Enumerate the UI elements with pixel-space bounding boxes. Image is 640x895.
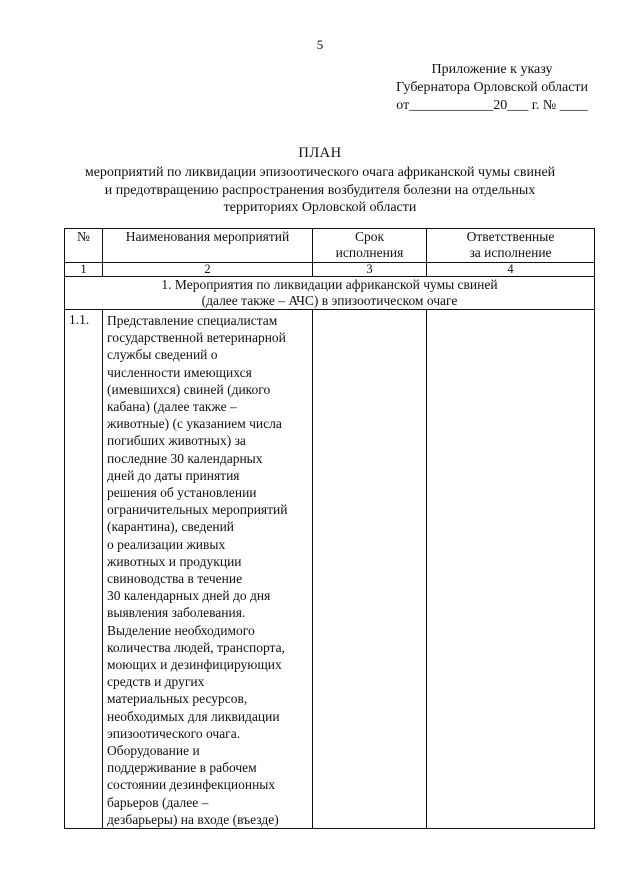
- item-line: государственной ветеринарной: [107, 330, 286, 346]
- header-responsible: [427, 229, 595, 263]
- item-line: о реализации живых: [107, 536, 226, 552]
- header-number: №: [65, 229, 103, 263]
- item-line: кабана) (далее также –: [107, 399, 237, 415]
- item-line: (имевшихся) свиней (дикого: [107, 381, 271, 397]
- item-number: 1.1.: [65, 310, 103, 829]
- item-line: Оборудование и: [107, 743, 200, 759]
- item-responsible: [427, 310, 595, 829]
- column-index: 3: [313, 263, 427, 277]
- item-line: ограничительных мероприятий: [107, 502, 288, 518]
- section-heading: [65, 277, 595, 310]
- appendix-line: Губернатора Орловской области: [395, 80, 589, 95]
- header-resp-line: за исполнение: [469, 245, 552, 260]
- item-line: поддерживание в рабочем: [107, 760, 257, 776]
- item-description: [103, 310, 313, 829]
- header-resp-line: Ответственные: [466, 229, 555, 244]
- item-line: решения об установлении: [107, 485, 257, 501]
- item-line: животные) (с указанием числа: [107, 416, 282, 432]
- plan-subtitle: [60, 164, 580, 217]
- plan-table: [64, 228, 595, 829]
- item-line: 30 календарных дней до дня: [107, 588, 271, 604]
- item-line: службы сведений о: [107, 347, 218, 363]
- item-line: состоянии дезинфекционных: [107, 777, 276, 793]
- table-row: [65, 310, 595, 829]
- column-index-row: [65, 263, 595, 277]
- column-index: 1: [65, 263, 103, 277]
- header-term-line: Срок: [354, 229, 385, 244]
- item-line: свиноводства в течение: [107, 571, 243, 587]
- column-index: 4: [427, 263, 595, 277]
- item-line: барьеров (далее –: [107, 794, 209, 810]
- section-heading-line: 1. Мероприятия по ликвидации африканской чумы свиней: [161, 277, 498, 292]
- item-line: Выделение необходимого: [107, 622, 255, 638]
- item-line: Представление специалистам: [107, 313, 278, 328]
- item-line: моющих и дезинфицирующих: [107, 657, 282, 673]
- header-name: Наименования мероприятий: [103, 229, 313, 263]
- appendix-line: от____________20___ г. № ____: [396, 98, 588, 113]
- section-heading-line: (далее также – АЧС) в эпизоотическом очаге: [201, 293, 458, 308]
- page-number: 5: [316, 37, 324, 52]
- item-term: [313, 310, 427, 829]
- item-line: погибших животных) за: [107, 433, 246, 449]
- appendix-block: [372, 61, 612, 115]
- item-line: дезбарьеры) на входе (въезде): [107, 811, 279, 827]
- section-row: [65, 277, 595, 310]
- plan-title: ПЛАН: [298, 145, 342, 161]
- item-line: (карантина), сведений: [107, 519, 235, 535]
- item-line: выявления заболевания.: [107, 605, 246, 621]
- subtitle-line: территориях Орловской области: [223, 200, 417, 215]
- item-line: численности имеющихся: [107, 364, 252, 380]
- header-term-line: исполнения: [335, 245, 404, 260]
- header-term: [313, 229, 427, 263]
- subtitle-line: и предотвращению распространения возбудителя болезни на отдельных: [104, 182, 536, 198]
- column-index: 2: [103, 263, 313, 277]
- item-line: животных и продукции: [107, 553, 242, 569]
- item-line: необходимых для ликвидации: [107, 708, 280, 724]
- item-line: средств и других: [107, 674, 205, 690]
- item-line: дней до даты принятия: [107, 467, 240, 483]
- item-line: материальных ресурсов,: [107, 691, 248, 707]
- appendix-line: Приложение к указу: [431, 62, 553, 77]
- subtitle-line: мероприятий по ликвидации эпизоотического очага африканской чумы свиней: [84, 165, 556, 180]
- item-line: эпизоотического очага.: [107, 725, 241, 741]
- item-line: количества людей, транспорта,: [107, 639, 285, 655]
- item-line: последние 30 календарных: [107, 450, 263, 466]
- table-header-row: [65, 229, 595, 263]
